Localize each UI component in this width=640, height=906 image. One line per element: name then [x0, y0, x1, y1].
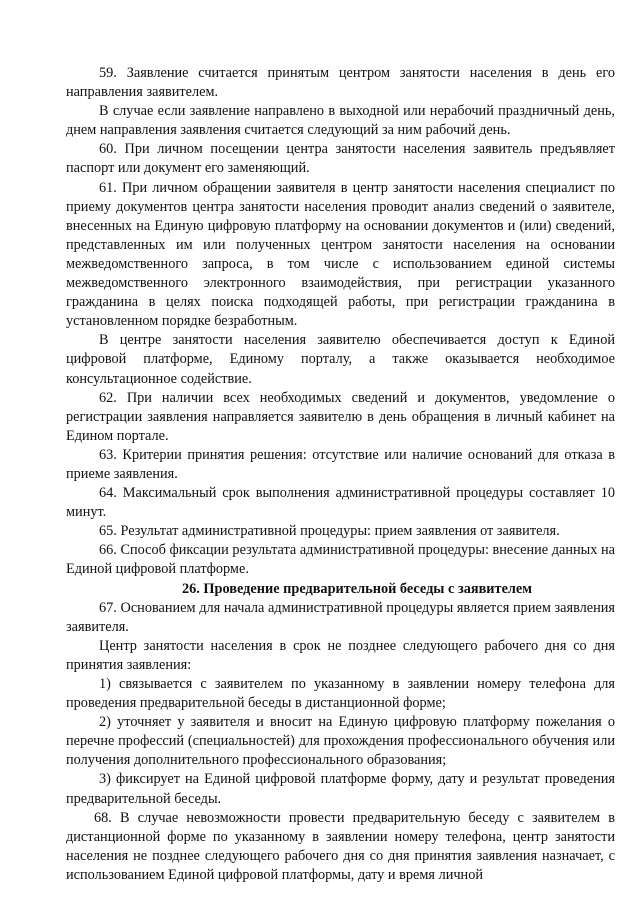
paragraph-65: 65. Результат административной процедуры: прием заявления от заявителя. [99, 523, 560, 540]
document-page [66, 64, 615, 885]
paragraph-61-note: В центре занятости населения заявителю обеспечивается доступ к Единой цифровой платформе, Единому порталу, а также оказывается необходимое консультационное содействие. [66, 332, 615, 387]
list-item-3: 3) фиксирует на Единой цифровой платформе форму, дату и результат проведения предварительной беседы. [66, 771, 615, 807]
paragraph-67: 67. Основанием для начала административной процедуры является прием заявления заявителя. [66, 599, 615, 635]
list-item-2: 2) уточняет у заявителя и вносит на Единую цифровую платформу пожелания о перечне профессий (специальностей) для прохождения профессионального обучения или получения дополнительного профессионального образования; [66, 714, 615, 769]
paragraph-59: 59. Заявление считается принятым центром занятости населения в день его направления заявителем. [66, 65, 615, 101]
paragraph-67-intro: Центр занятости населения в срок не позднее следующего рабочего дня со дня принятия заявления: [66, 637, 615, 673]
paragraph-63: 63. Критерии принятия решения: отсутствие или наличие оснований для отказа в приеме заявления. [66, 446, 615, 482]
paragraph-59-note: В случае если заявление направлено в выходной или нерабочий праздничный день, днем направления заявления считается следующий за ним рабочий день. [66, 103, 615, 139]
paragraph-66: 66. Способ фиксации результата административной процедуры: внесение данных на Единой цифровой платформе. [66, 542, 615, 578]
paragraph-60: 60. При личном посещении центра занятости населения заявитель предъявляет паспорт или документ его заменяющий. [66, 141, 615, 177]
paragraph-62: 62. При наличии всех необходимых сведений и документов, уведомление о регистрации заявления направляется заявителю в день обращения в личный кабинет на Едином портале. [66, 389, 615, 444]
paragraph-68: 68. В случае невозможности провести предварительную беседу с заявителем в дистанционной форме по указанному в заявлении номеру телефона, центр занятости населения не позднее следующего рабочего дня со дня принятия заявления назначает, с использованием Единой цифровой платформы, дату и время личной [66, 809, 615, 883]
paragraph-61: 61. При личном обращении заявителя в центр занятости населения специалист по приему документов центра занятости населения проводит анализ сведений о заявителе, внесенных на Единую цифровую платформу на основании документов и (или) сведений, представленных им или полученных центром занятости населения на основании межведомственного запроса, в том числе с использованием единой системы межведомственного электронного взаимодействия, при регистрации указанного гражданина в целях поиска подходящей работы, при регистрации гражданина в установленном порядке безработным. [66, 179, 615, 330]
paragraph-64: 64. Максимальный срок выполнения административной процедуры составляет 10 минут. [66, 485, 615, 521]
section-title: 26. Проведение предварительной беседы с заявителем [181, 580, 533, 597]
list-item-1: 1) связывается с заявителем по указанному в заявлении номеру телефона для проведения предварительной беседы в дистанционной форме; [66, 676, 615, 712]
